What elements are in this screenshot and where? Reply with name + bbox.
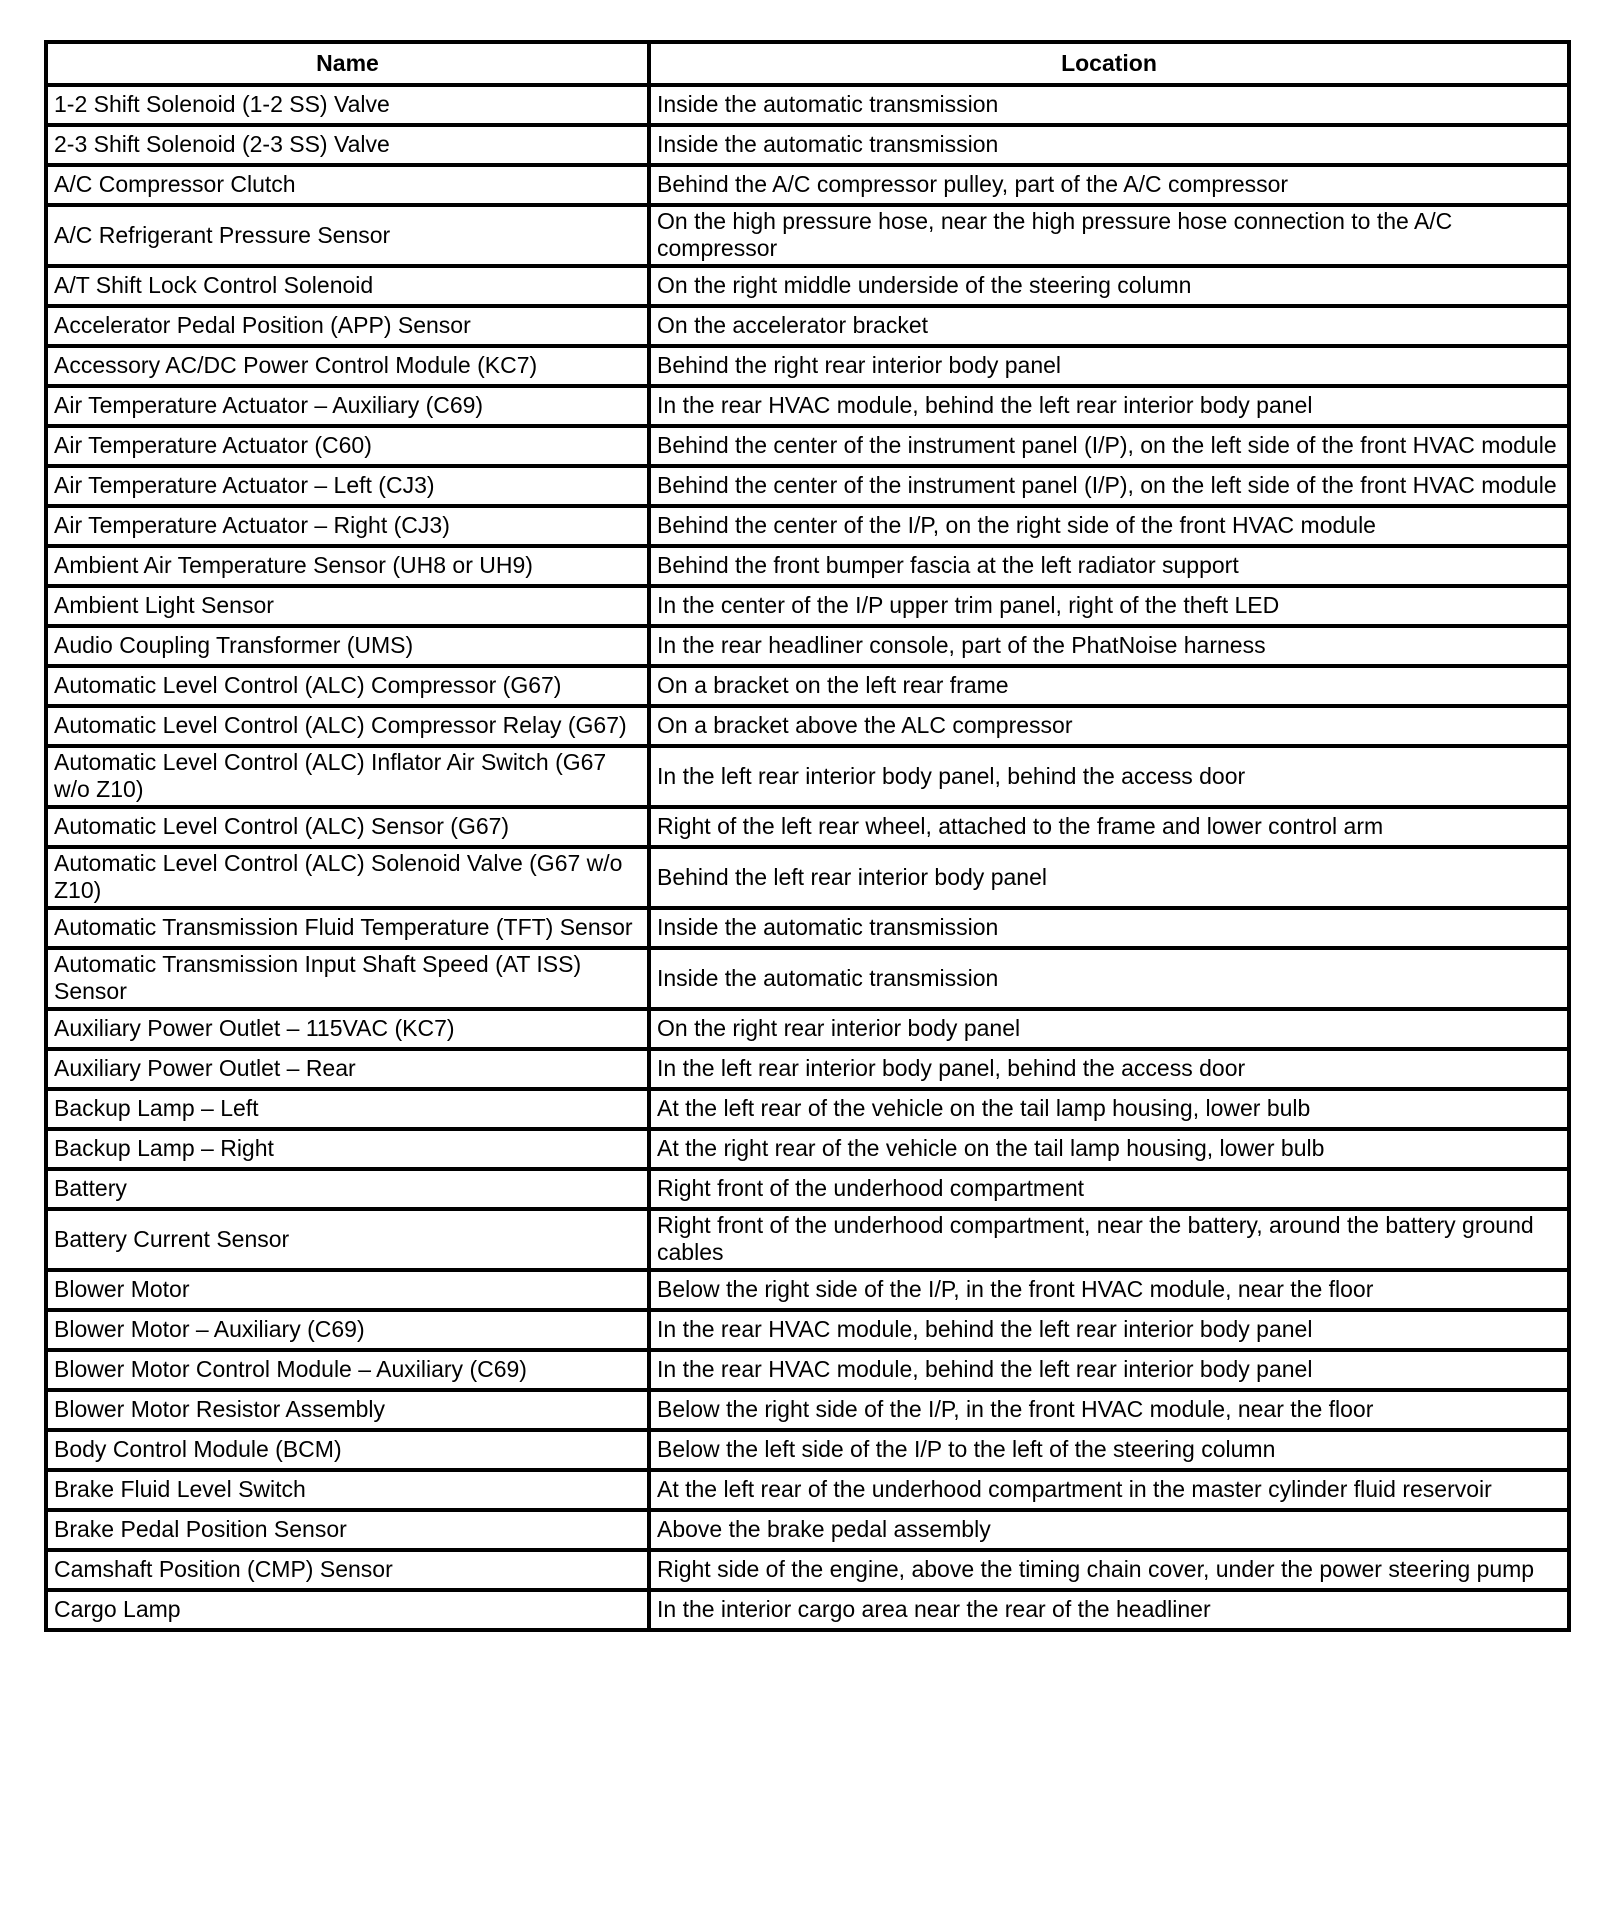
component-location-cell: On a bracket on the left rear frame xyxy=(649,666,1569,706)
component-name-cell: Accelerator Pedal Position (APP) Sensor xyxy=(46,306,649,346)
component-location-cell: On a bracket above the ALC compressor xyxy=(649,706,1569,746)
table-row xyxy=(46,1209,1569,1270)
component-name-cell: Backup Lamp – Right xyxy=(46,1129,649,1169)
table-row xyxy=(46,908,1569,948)
component-location-cell: Behind the center of the instrument panel (I/P), on the left side of the front HVAC module xyxy=(649,466,1569,506)
component-location-cell: Behind the center of the instrument panel (I/P), on the left side of the front HVAC module xyxy=(649,426,1569,466)
table-row xyxy=(46,1009,1569,1049)
component-name-cell: A/C Compressor Clutch xyxy=(46,165,649,205)
component-name-cell: Body Control Module (BCM) xyxy=(46,1430,649,1470)
component-location-cell: Inside the automatic transmission xyxy=(649,85,1569,125)
component-location-cell: Inside the automatic transmission xyxy=(649,948,1569,1009)
component-name-cell: Automatic Level Control (ALC) Sensor (G67) xyxy=(46,807,649,847)
component-location-cell: Right of the left rear wheel, attached to the frame and lower control arm xyxy=(649,807,1569,847)
table-row xyxy=(46,306,1569,346)
component-name-cell: Backup Lamp – Left xyxy=(46,1089,649,1129)
component-location-cell: Inside the automatic transmission xyxy=(649,125,1569,165)
table-header-row xyxy=(46,42,1569,85)
component-location-cell: On the high pressure hose, near the high pressure hose connection to the A/C compressor xyxy=(649,205,1569,266)
component-location-cell: At the right rear of the vehicle on the tail lamp housing, lower bulb xyxy=(649,1129,1569,1169)
table-row xyxy=(46,948,1569,1009)
component-name-cell: 2-3 Shift Solenoid (2-3 SS) Valve xyxy=(46,125,649,165)
table-row xyxy=(46,586,1569,626)
component-name-cell: Cargo Lamp xyxy=(46,1590,649,1630)
table-row xyxy=(46,1390,1569,1430)
component-location-cell: In the rear HVAC module, behind the left rear interior body panel xyxy=(649,1310,1569,1350)
component-name-cell: Automatic Level Control (ALC) Inflator Air Switch (G67 w/o Z10) xyxy=(46,746,649,807)
component-name-cell: Auxiliary Power Outlet – 115VAC (KC7) xyxy=(46,1009,649,1049)
component-location-cell: In the rear HVAC module, behind the left rear interior body panel xyxy=(649,386,1569,426)
component-location-cell: On the right rear interior body panel xyxy=(649,1009,1569,1049)
table-body xyxy=(46,85,1569,1630)
component-name-cell: Air Temperature Actuator – Right (CJ3) xyxy=(46,506,649,546)
component-location-cell: Behind the center of the I/P, on the right side of the front HVAC module xyxy=(649,506,1569,546)
component-location-cell: Right front of the underhood compartment xyxy=(649,1169,1569,1209)
table-row xyxy=(46,85,1569,125)
component-name-cell: Automatic Transmission Fluid Temperature (TFT) Sensor xyxy=(46,908,649,948)
table-row xyxy=(46,1350,1569,1390)
component-location-cell: Behind the right rear interior body panel xyxy=(649,346,1569,386)
table-row xyxy=(46,1049,1569,1089)
table-row xyxy=(46,125,1569,165)
component-name-cell: 1-2 Shift Solenoid (1-2 SS) Valve xyxy=(46,85,649,125)
component-name-cell: Camshaft Position (CMP) Sensor xyxy=(46,1550,649,1590)
table-row xyxy=(46,1430,1569,1470)
column-header-name: Name xyxy=(46,42,649,85)
component-name-cell: Air Temperature Actuator – Left (CJ3) xyxy=(46,466,649,506)
component-location-cell: Behind the front bumper fascia at the left radiator support xyxy=(649,546,1569,586)
component-name-cell: Blower Motor Resistor Assembly xyxy=(46,1390,649,1430)
component-name-cell: Automatic Level Control (ALC) Compressor (G67) xyxy=(46,666,649,706)
component-name-cell: Ambient Light Sensor xyxy=(46,586,649,626)
component-location-cell: On the right middle underside of the steering column xyxy=(649,266,1569,306)
component-name-cell: Air Temperature Actuator – Auxiliary (C69) xyxy=(46,386,649,426)
component-name-cell: A/T Shift Lock Control Solenoid xyxy=(46,266,649,306)
table-row xyxy=(46,1550,1569,1590)
component-location-cell: Below the right side of the I/P, in the front HVAC module, near the floor xyxy=(649,1270,1569,1310)
table-row xyxy=(46,1129,1569,1169)
component-location-cell: Behind the A/C compressor pulley, part of the A/C compressor xyxy=(649,165,1569,205)
table-row xyxy=(46,1590,1569,1630)
component-location-cell: Below the left side of the I/P to the left of the steering column xyxy=(649,1430,1569,1470)
component-name-cell: A/C Refrigerant Pressure Sensor xyxy=(46,205,649,266)
document-page xyxy=(44,40,1567,1632)
table-row xyxy=(46,506,1569,546)
table-row xyxy=(46,165,1569,205)
component-name-cell: Automatic Level Control (ALC) Solenoid Valve (G67 w/o Z10) xyxy=(46,847,649,908)
table-row xyxy=(46,706,1569,746)
table-row xyxy=(46,666,1569,706)
table-row xyxy=(46,466,1569,506)
table-row xyxy=(46,626,1569,666)
component-name-cell: Accessory AC/DC Power Control Module (KC7) xyxy=(46,346,649,386)
component-location-cell: Below the right side of the I/P, in the front HVAC module, near the floor xyxy=(649,1390,1569,1430)
table-row xyxy=(46,1510,1569,1550)
table-row xyxy=(46,1169,1569,1209)
table-row xyxy=(46,746,1569,807)
component-name-cell: Brake Pedal Position Sensor xyxy=(46,1510,649,1550)
component-name-cell: Audio Coupling Transformer (UMS) xyxy=(46,626,649,666)
component-location-cell: Behind the left rear interior body panel xyxy=(649,847,1569,908)
table-row xyxy=(46,1310,1569,1350)
table-row xyxy=(46,847,1569,908)
component-location-cell: In the interior cargo area near the rear of the headliner xyxy=(649,1590,1569,1630)
component-location-cell: On the accelerator bracket xyxy=(649,306,1569,346)
table-row xyxy=(46,1089,1569,1129)
component-name-cell: Automatic Transmission Input Shaft Speed (AT ISS) Sensor xyxy=(46,948,649,1009)
component-location-cell: In the left rear interior body panel, behind the access door xyxy=(649,1049,1569,1089)
component-name-cell: Automatic Level Control (ALC) Compressor Relay (G67) xyxy=(46,706,649,746)
component-name-cell: Brake Fluid Level Switch xyxy=(46,1470,649,1510)
component-name-cell: Battery xyxy=(46,1169,649,1209)
component-location-cell: Above the brake pedal assembly xyxy=(649,1510,1569,1550)
component-location-cell: In the left rear interior body panel, behind the access door xyxy=(649,746,1569,807)
table-row xyxy=(46,546,1569,586)
table-row xyxy=(46,346,1569,386)
component-location-cell: In the center of the I/P upper trim panel, right of the theft LED xyxy=(649,586,1569,626)
component-name-cell: Battery Current Sensor xyxy=(46,1209,649,1270)
component-location-cell: Right side of the engine, above the timing chain cover, under the power steering pump xyxy=(649,1550,1569,1590)
table-row xyxy=(46,807,1569,847)
table-row xyxy=(46,205,1569,266)
component-location-cell: Right front of the underhood compartment, near the battery, around the battery ground cables xyxy=(649,1209,1569,1270)
table-row xyxy=(46,266,1569,306)
table-row xyxy=(46,1270,1569,1310)
table-row xyxy=(46,1470,1569,1510)
component-location-cell: In the rear HVAC module, behind the left rear interior body panel xyxy=(649,1350,1569,1390)
component-name-cell: Blower Motor Control Module – Auxiliary (C69) xyxy=(46,1350,649,1390)
component-location-cell: In the rear headliner console, part of the PhatNoise harness xyxy=(649,626,1569,666)
component-name-cell: Air Temperature Actuator (C60) xyxy=(46,426,649,466)
component-name-cell: Blower Motor – Auxiliary (C69) xyxy=(46,1310,649,1350)
component-location-table xyxy=(44,40,1571,1632)
component-location-cell: At the left rear of the vehicle on the tail lamp housing, lower bulb xyxy=(649,1089,1569,1129)
table-row xyxy=(46,426,1569,466)
component-name-cell: Ambient Air Temperature Sensor (UH8 or UH9) xyxy=(46,546,649,586)
component-name-cell: Blower Motor xyxy=(46,1270,649,1310)
component-location-cell: At the left rear of the underhood compartment in the master cylinder fluid reservoir xyxy=(649,1470,1569,1510)
component-location-cell: Inside the automatic transmission xyxy=(649,908,1569,948)
column-header-location: Location xyxy=(649,42,1569,85)
table-row xyxy=(46,386,1569,426)
component-name-cell: Auxiliary Power Outlet – Rear xyxy=(46,1049,649,1089)
